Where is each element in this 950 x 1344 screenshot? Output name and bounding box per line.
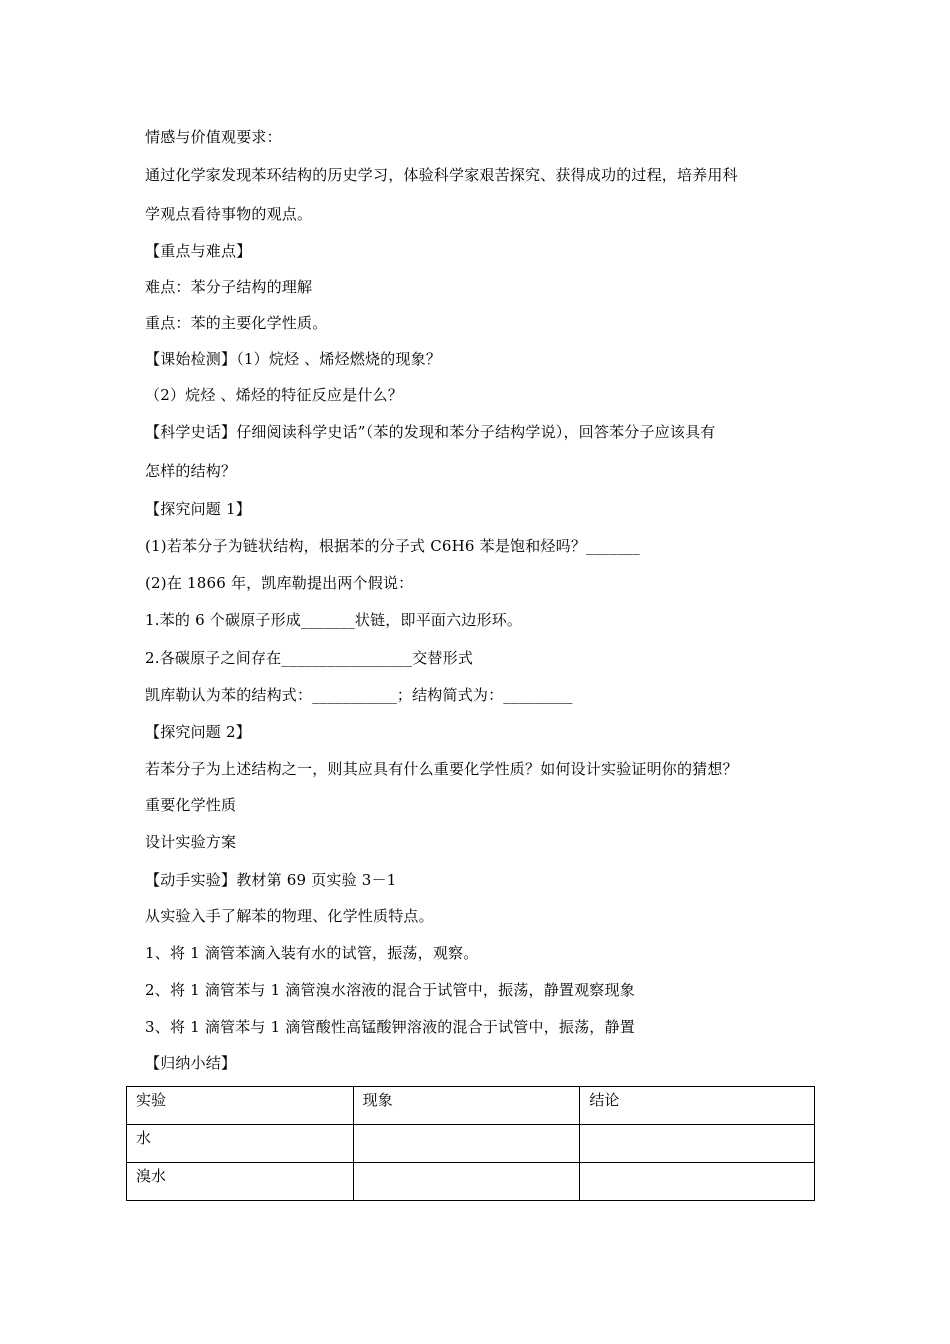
table-cell bbox=[580, 1125, 815, 1163]
paragraph-line: 设计实验方案 bbox=[145, 833, 237, 851]
inquiry-question: 若苯分子为上述结构之一，则其应具有什么重要化学性质？如何设计实验证明你的猜想？ bbox=[145, 760, 738, 778]
difficult-point: 难点：苯分子结构的理解 bbox=[145, 278, 313, 296]
table-row bbox=[127, 1125, 815, 1163]
paragraph-line: 通过化学家发现苯环结构的历史学习，体验科学家艰苦探究、获得成功的过程，培养用科 bbox=[145, 166, 738, 184]
experiment-step: 2、将 1 滴管苯与 1 滴管溴水溶液的混合于试管中，振荡，静置观察现象 bbox=[145, 981, 635, 999]
table-cell: 水 bbox=[127, 1125, 354, 1163]
section-heading-hands-on-experiment: 【动手实验】教材第 69 页实验 3－1 bbox=[145, 871, 397, 889]
pre-check-question: （2）烷烃 、烯烃的特征反应是什么？ bbox=[145, 386, 403, 404]
section-heading-inquiry-2: 【探究问题 2】 bbox=[145, 723, 251, 741]
paragraph-line: 从实验入手了解苯的物理、化学性质特点。 bbox=[145, 907, 434, 925]
table-header-cell: 现象 bbox=[353, 1087, 580, 1125]
table-row bbox=[127, 1163, 815, 1201]
section-heading-inquiry-1: 【探究问题 1】 bbox=[145, 500, 251, 518]
structure-formula-prompt: 凯库勒认为苯的结构式：___________；结构简式为：_________ bbox=[145, 686, 573, 704]
key-point: 重点：苯的主要化学性质。 bbox=[145, 314, 328, 332]
section-heading-pre-check: 【课始检测】（1）烷烃 、烯烃燃烧的现象？ bbox=[145, 350, 442, 368]
table-header-cell: 结论 bbox=[580, 1087, 815, 1125]
table-cell: 溴水 bbox=[127, 1163, 354, 1201]
paragraph-line: 学观点看待事物的观点。 bbox=[145, 205, 313, 223]
hypothesis-item: 1.苯的 6 个碳原子形成_______状链，即平面六边形环。 bbox=[145, 611, 523, 629]
section-heading-affective-goals: 情感与价值观要求： bbox=[145, 128, 282, 146]
section-heading-summary: 【归纳小结】 bbox=[145, 1054, 237, 1072]
inquiry-question: (2)在 1866 年，凯库勒提出两个假说： bbox=[145, 574, 414, 592]
section-heading-science-history: 【科学史话】仔细阅读科学史话”（苯的发现和苯分子结构学说），回答苯分子应该具有 bbox=[145, 423, 716, 441]
table-header-cell: 实验 bbox=[127, 1087, 354, 1125]
summary-table bbox=[126, 1086, 815, 1201]
table-cell bbox=[353, 1163, 580, 1201]
paragraph-line: 怎样的结构？ bbox=[145, 462, 237, 480]
section-heading-key-points: 【重点与难点】 bbox=[145, 242, 252, 260]
paragraph-line: 重要化学性质 bbox=[145, 796, 237, 814]
table-cell bbox=[580, 1163, 815, 1201]
experiment-step: 1、将 1 滴管苯滴入装有水的试管，振荡，观察。 bbox=[145, 944, 479, 962]
inquiry-question: (1)若苯分子为链状结构，根据苯的分子式 C6H6 苯是饱和烃吗？_______ bbox=[145, 537, 640, 555]
table-cell bbox=[353, 1125, 580, 1163]
table-header-row bbox=[127, 1087, 815, 1125]
experiment-step: 3、将 1 滴管苯与 1 滴管酸性高锰酸钾溶液的混合于试管中，振荡，静置 bbox=[145, 1018, 635, 1036]
hypothesis-item: 2.各碳原子之间存在_________________交替形式 bbox=[145, 649, 474, 667]
